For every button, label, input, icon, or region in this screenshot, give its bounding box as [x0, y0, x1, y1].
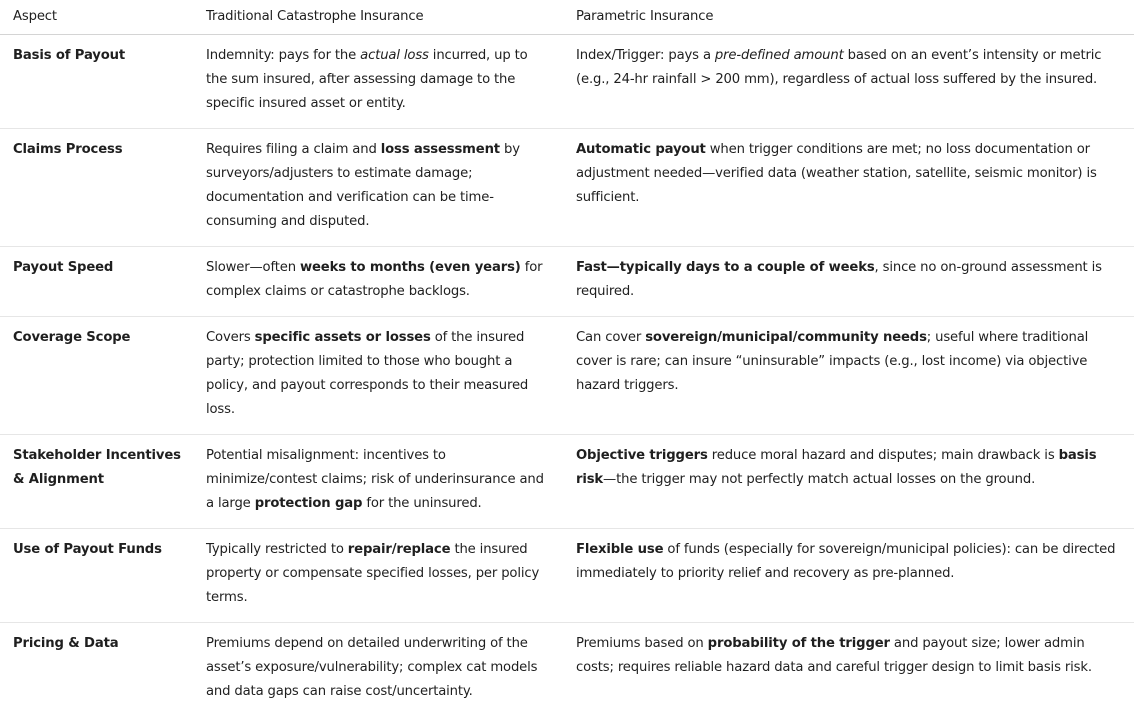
- text-segment: of funds (especially for sovereign/municipal policies): can be directed immediately to priority relief and recovery as pre-planned.: [576, 541, 1116, 581]
- text-segment: when trigger conditions are met; no loss documentation or adjustment needed—verified data (weather station, satellite, seismic monitor) is sufficient.: [576, 141, 1097, 205]
- text-segment: Requires filing a claim and: [206, 141, 381, 157]
- text-segment: and payout size; lower admin costs; requires reliable hazard data and careful trigger design to limit basis risk.: [576, 635, 1092, 675]
- table-row: [0, 622, 1134, 716]
- emphasis-italic: actual loss: [360, 47, 429, 63]
- row-aspect: Coverage Scope: [13, 329, 131, 345]
- row-traditional: [206, 246, 576, 316]
- row-traditional: [206, 528, 576, 622]
- text-segment: Typically restricted to: [206, 541, 348, 557]
- emphasis-italic: pre-defined amount: [714, 47, 844, 63]
- row-parametric: [576, 128, 1134, 246]
- text-segment: ; useful where traditional cover is rare; can insure “uninsurable” impacts (e.g., lost income) via objective hazard triggers.: [576, 329, 1089, 393]
- emphasis-bold: Flexible use: [576, 541, 664, 557]
- header-aspect: Aspect: [0, 0, 206, 34]
- row-traditional: [206, 128, 576, 246]
- row-parametric: [576, 528, 1134, 622]
- table-row: [0, 246, 1134, 316]
- text-segment: —the trigger may not perfectly match actual losses on the ground.: [603, 471, 1036, 487]
- header-parametric: Parametric Insurance: [576, 0, 1134, 34]
- emphasis-bold: Objective triggers: [576, 447, 708, 463]
- table-row: [0, 128, 1134, 246]
- text-segment: Potential misalignment: incentives to minimize/contest claims; risk of underinsurance and a large: [206, 447, 544, 511]
- emphasis-bold: probability of the trigger: [707, 635, 890, 651]
- row-parametric: [576, 246, 1134, 316]
- emphasis-bold: loss assessment: [380, 141, 500, 157]
- row-traditional: [206, 34, 576, 128]
- row-aspect: Use of Payout Funds: [13, 541, 162, 557]
- text-segment: by surveyors/adjusters to estimate damage; documentation and verification can be time-consuming and disputed.: [206, 141, 520, 229]
- text-segment: Premiums depend on detailed underwriting of the asset’s exposure/vulnerability; complex cat models and data gaps can raise cost/uncertainty.: [206, 635, 538, 699]
- header-traditional: Traditional Catastrophe Insurance: [206, 0, 576, 34]
- header-row: [0, 0, 1134, 34]
- emphasis-bold: sovereign/municipal/community needs: [645, 329, 927, 345]
- row-aspect: Basis of Payout: [13, 47, 126, 63]
- text-segment: Index/Trigger: pays a: [576, 47, 715, 63]
- text-segment: incurred, up to the sum insured, after assessing damage to the specific insured asset or entity.: [206, 47, 528, 111]
- row-parametric: [576, 622, 1134, 716]
- row-parametric: [576, 34, 1134, 128]
- row-traditional: [206, 316, 576, 434]
- table-row: [0, 34, 1134, 128]
- text-segment: reduce moral hazard and disputes; main drawback is: [707, 447, 1059, 463]
- text-segment: based on an event’s intensity or metric (e.g., 24-hr rainfall > 200 mm), regardless of actual loss suffered by the insured.: [576, 47, 1102, 87]
- text-segment: for the uninsured.: [362, 495, 482, 511]
- row-traditional: [206, 622, 576, 716]
- emphasis-bold: specific assets or losses: [254, 329, 431, 345]
- row-aspect: Claims Process: [13, 141, 123, 157]
- table-header: [0, 0, 1134, 34]
- emphasis-bold: Automatic payout: [576, 141, 706, 157]
- row-parametric: [576, 316, 1134, 434]
- text-segment: the insured property or compensate specified losses, per policy terms.: [206, 541, 540, 605]
- text-segment: Indemnity: pays for the: [206, 47, 361, 63]
- table-row: [0, 434, 1134, 528]
- row-traditional: [206, 434, 576, 528]
- emphasis-bold: repair/replace: [347, 541, 451, 557]
- emphasis-bold: basis risk: [576, 447, 1097, 487]
- emphasis-bold: protection gap: [254, 495, 363, 511]
- table-body: [0, 34, 1134, 716]
- emphasis-bold: weeks to months (even years): [299, 259, 521, 275]
- text-segment: for complex claims or catastrophe backlogs.: [206, 259, 543, 299]
- text-segment: Premiums based on: [576, 635, 708, 651]
- table-row: [0, 316, 1134, 434]
- row-parametric: [576, 434, 1134, 528]
- row-aspect: Pricing & Data: [13, 635, 119, 651]
- text-segment: Slower—often: [206, 259, 300, 275]
- text-segment: , since no on-ground assessment is required.: [576, 259, 1102, 299]
- text-segment: Covers: [206, 329, 255, 345]
- table-row: [0, 528, 1134, 622]
- emphasis-bold: Fast—typically days to a couple of weeks: [576, 259, 875, 275]
- row-aspect: Stakeholder Incentives & Alignment: [13, 447, 181, 487]
- row-aspect: Payout Speed: [13, 259, 114, 275]
- text-segment: of the insured party; protection limited to those who bought a policy, and payout corresponds to their measured loss.: [206, 329, 529, 417]
- text-segment: Can cover: [576, 329, 646, 345]
